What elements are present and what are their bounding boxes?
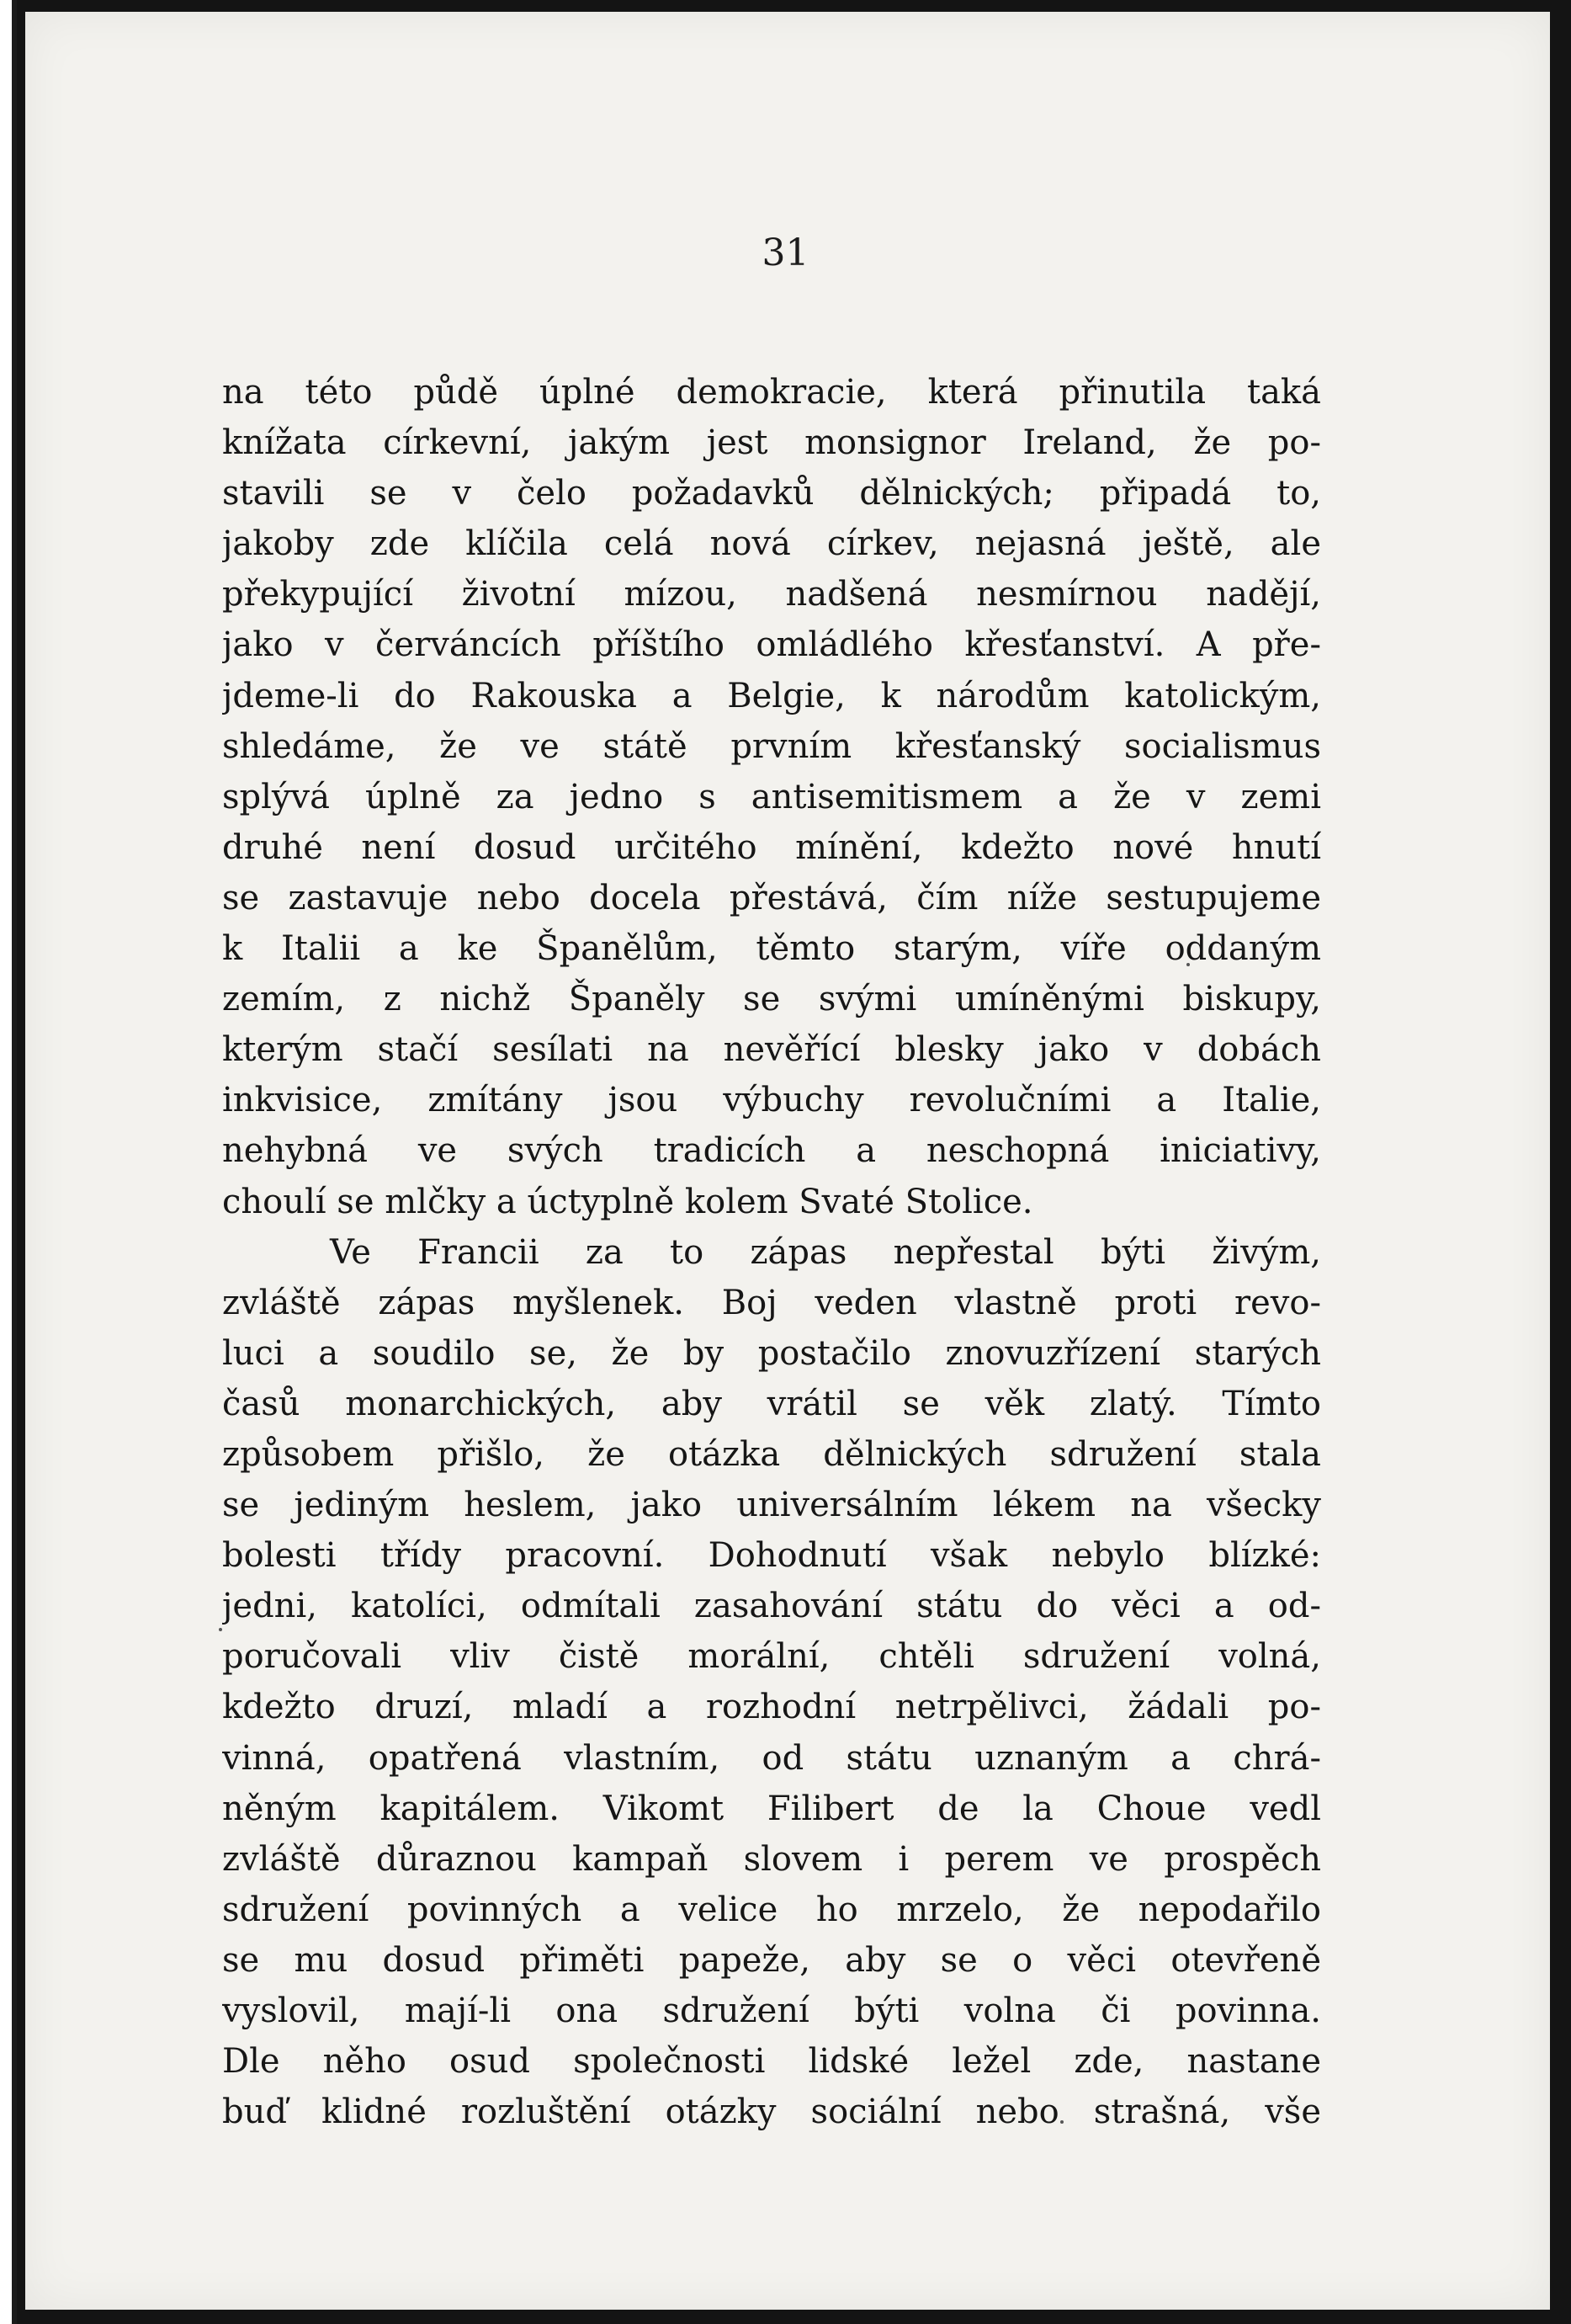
text-line: překypující životní mízou, nadšená nesmírnou nadějí, bbox=[222, 575, 1321, 614]
page-binding-edge bbox=[0, 0, 17, 2324]
page-number: 31 bbox=[762, 231, 809, 274]
text-line: jdeme-li do Rakouska a Belgie, k národům katolickým, bbox=[222, 676, 1321, 715]
text-line: splývá úplně za jedno s antisemitismem a že v zemi bbox=[222, 777, 1321, 816]
text-line: poručovali vliv čistě morální, chtěli sdružení volná, bbox=[222, 1637, 1321, 1677]
text-line: Dle něho osud společnosti lidské ležel zde, nastane bbox=[222, 2042, 1321, 2082]
text-line: kterým stačí sesílati na nevěřící blesky jako v dobách bbox=[222, 1030, 1321, 1070]
text-line: vyslovil, mají-li ona sdružení býti volna či povinna. bbox=[222, 1992, 1321, 2030]
text-line: k Italii a ke Španělům, těmto starým, víře oddaným bbox=[222, 929, 1321, 969]
text-line: bolesti třídy pracovní. Dohodnutí však nebylo blízké: bbox=[222, 1536, 1321, 1576]
text-line: luci a soudilo se, že by postačilo znovuzřízení starých bbox=[222, 1333, 1321, 1373]
text-line: shledáme, že ve státě prvním křesťanský socialismus bbox=[222, 726, 1321, 766]
text-line: jako v červáncích příštího omládlého křesťanství. A pře- bbox=[222, 625, 1321, 665]
text-line: knížata církevní, jakým jest monsignor Ireland, že po- bbox=[222, 423, 1321, 463]
text-line: zemím, z nichž Španěly se svými umíněnými biskupy, bbox=[222, 980, 1321, 1019]
text-line: stavili se v čelo požadavků dělnických; připadá to, bbox=[222, 474, 1321, 513]
text-line: zvláště zápas myšlenek. Boj veden vlastně proti revo- bbox=[222, 1283, 1321, 1322]
text-line: inkvisice, zmítány jsou výbuchy revolučními a Italie, bbox=[222, 1081, 1321, 1120]
text-line: se jediným heslem, jako universálním lékem na všecky bbox=[222, 1486, 1321, 1525]
text-line: sdružení povinných a velice ho mrzelo, že nepodařilo bbox=[222, 1890, 1321, 1929]
text-line: choulí se mlčky a úctyplně kolem Svaté Stolice. bbox=[222, 1182, 1033, 1221]
text-line: na této půdě úplné demokracie, která přinutila taká bbox=[222, 373, 1321, 412]
text-line: se mu dosud přiměti papeže, aby se o věci otevřeně bbox=[222, 1940, 1321, 1980]
text-line: vinná, opatřená vlastním, od státu uznaným a chrá- bbox=[222, 1738, 1321, 1778]
text-line: Ve Francii za to zápas nepřestal býti živým, bbox=[330, 1232, 1321, 1272]
text-line: druhé není dosud určitého mínění, kdežto nové hnutí bbox=[222, 827, 1321, 867]
text-line: se zastavuje nebo docela přestává, čím níže sestupujeme bbox=[222, 878, 1321, 917]
text-line: způsobem přišlo, že otázka dělnických sdružení stala bbox=[222, 1434, 1321, 1474]
text-line: kdežto druzí, mladí a rozhodní netrpělivci, žádali po- bbox=[222, 1688, 1321, 1727]
text-line: něným kapitálem. Vikomt Filibert de la Choue vedl bbox=[222, 1789, 1321, 1828]
text-line: časů monarchických, aby vrátil se věk zlatý. Tímto bbox=[222, 1384, 1321, 1423]
text-line: buď klidné rozluštění otázky sociální nebo strašná, vše bbox=[222, 2093, 1321, 2132]
text-line: zvláště důraznou kampaň slovem i perem ve prospěch bbox=[222, 1839, 1321, 1879]
text-line: jedni, katolíci, odmítali zasahování státu do věci a od- bbox=[222, 1587, 1321, 1626]
text-line: jakoby zde klíčila celá nová církev, nejasná ještě, ale bbox=[222, 524, 1321, 564]
body-text bbox=[222, 367, 1321, 2137]
text-line: nehybná ve svých tradicích a neschopná iniciativy, bbox=[222, 1131, 1321, 1171]
